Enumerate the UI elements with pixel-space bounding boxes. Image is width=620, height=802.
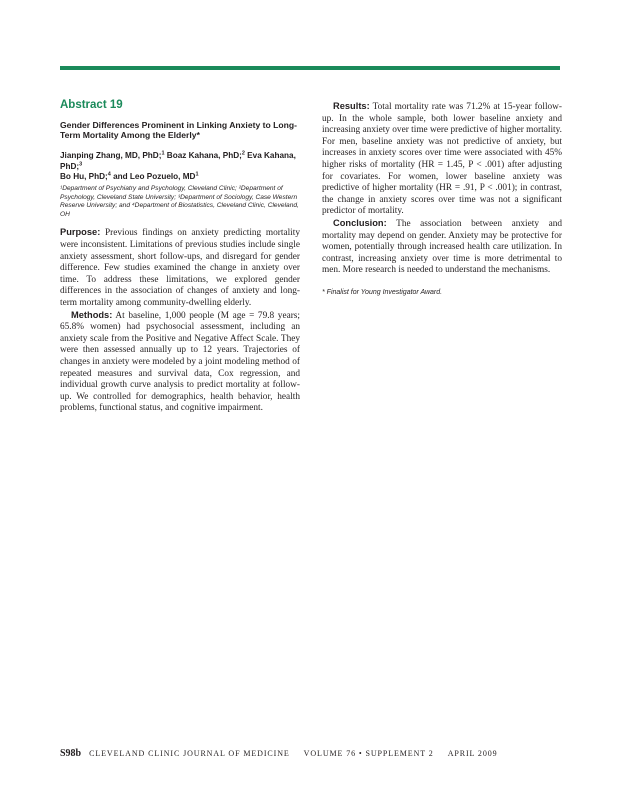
- results-text: Total mortality rate was 71.2% at 15-year follow-up. In the whole sample, both lower baseline anxiety and increasing anxiety over time were predictive of higher mortality. For men, baseline anxiety was not predictive of anxiety, but increases in anxiety scores over time were associated with 45% higher risks of mortality (HR = 1.45, P < .001) after adjusting for covariates. For women, lower baseline anxiety was predictive of higher mortality (HR = .91, P < .001); in contrast, the change in anxiety scores over time was not a significant predictor of mortality.: [322, 102, 562, 217]
- author-text: Eva Kahana, PhD;: [60, 151, 296, 171]
- author-sup: 1: [195, 171, 199, 178]
- journal-volume: VOLUME 76 • SUPPLEMENT 2: [303, 749, 434, 758]
- author-sup: 4: [107, 171, 111, 178]
- left-column: [60, 100, 300, 415]
- page-number: S98b: [60, 748, 82, 759]
- results-heading: Results:: [333, 101, 370, 111]
- author-text: Jianping Zhang, MD, PhD;: [60, 151, 162, 161]
- page-footer: [60, 748, 498, 759]
- journal-name: CLEVELAND CLINIC JOURNAL OF MEDICINE: [89, 749, 290, 758]
- purpose-text: Previous findings on anxiety predicting mortality were inconsistent. Limitations of previous studies include single anxiety assessment, short follow-ups, and disregard for gender difference. Few studies examined the change in anxiety over time. To address these limitations, we explored gender differences in the association of changes of anxiety and long-term mortality among community-dwelling elderly.: [60, 228, 300, 308]
- author-text: and Leo Pozuelo, MD: [110, 171, 196, 181]
- right-column: [322, 101, 562, 299]
- methods-section: [60, 310, 300, 415]
- methods-text-part1: At baseline, 1,000 people (M age = 79.8 years; 65.8% women) had psychosocial assessment, including an anxiety scale from the Positive and Negative Affect Scale. They were then assessed annually up to 12 years. Trajectories of changes in anxiety were modeled by a joint modeling method of repeated measures and survival data, Cox regression, and individual growth curve analysis to predict mortality at follow-up. We controlled for demographics, health behavior, health problems, functional status, and cognitive impairment.: [60, 310, 300, 414]
- purpose-section: [60, 227, 300, 309]
- conclusion-heading: Conclusion:: [333, 217, 387, 228]
- affiliations: ¹Department of Psychiatry and Psychology, Cleveland Clinic; ²Department of Psychology, Cleveland State University; ³Department of Sociology, Case Western Reserve University; and ⁴Department of Biostatistics, Cleveland Clinic, Cleveland, OH: [60, 185, 299, 218]
- conclusion-text: The association between anxiety and mortality may depend on gender. Anxiety may be protective for women, potentially through increased health care utilization. In contrast, increasing anxiety over time is more detrimental to men. More research is needed to understand the mechanisms.: [322, 218, 562, 276]
- results-section: [322, 101, 562, 218]
- author-text: Bo Hu, PhD;: [60, 171, 108, 181]
- purpose-heading: Purpose:: [60, 227, 101, 238]
- finalist-note: * Finalist for Young Investigator Award.: [322, 288, 443, 296]
- author-list: [60, 151, 300, 182]
- journal-date: APRIL 2009: [447, 749, 498, 758]
- author-sup: 3: [79, 160, 83, 167]
- author-sup: 1: [161, 150, 165, 157]
- header-rule: [60, 66, 560, 70]
- abstract-title: Gender Differences Prominent in Linking Anxiety to Long-Term Mortality Among the Elderly*: [60, 119, 297, 140]
- author-sup: 2: [241, 150, 245, 157]
- conclusion-section: [322, 218, 562, 277]
- methods-heading: Methods:: [71, 309, 113, 320]
- author-text: Boaz Kahana, PhD;: [164, 151, 242, 161]
- abstract-number: Abstract 19: [60, 99, 123, 111]
